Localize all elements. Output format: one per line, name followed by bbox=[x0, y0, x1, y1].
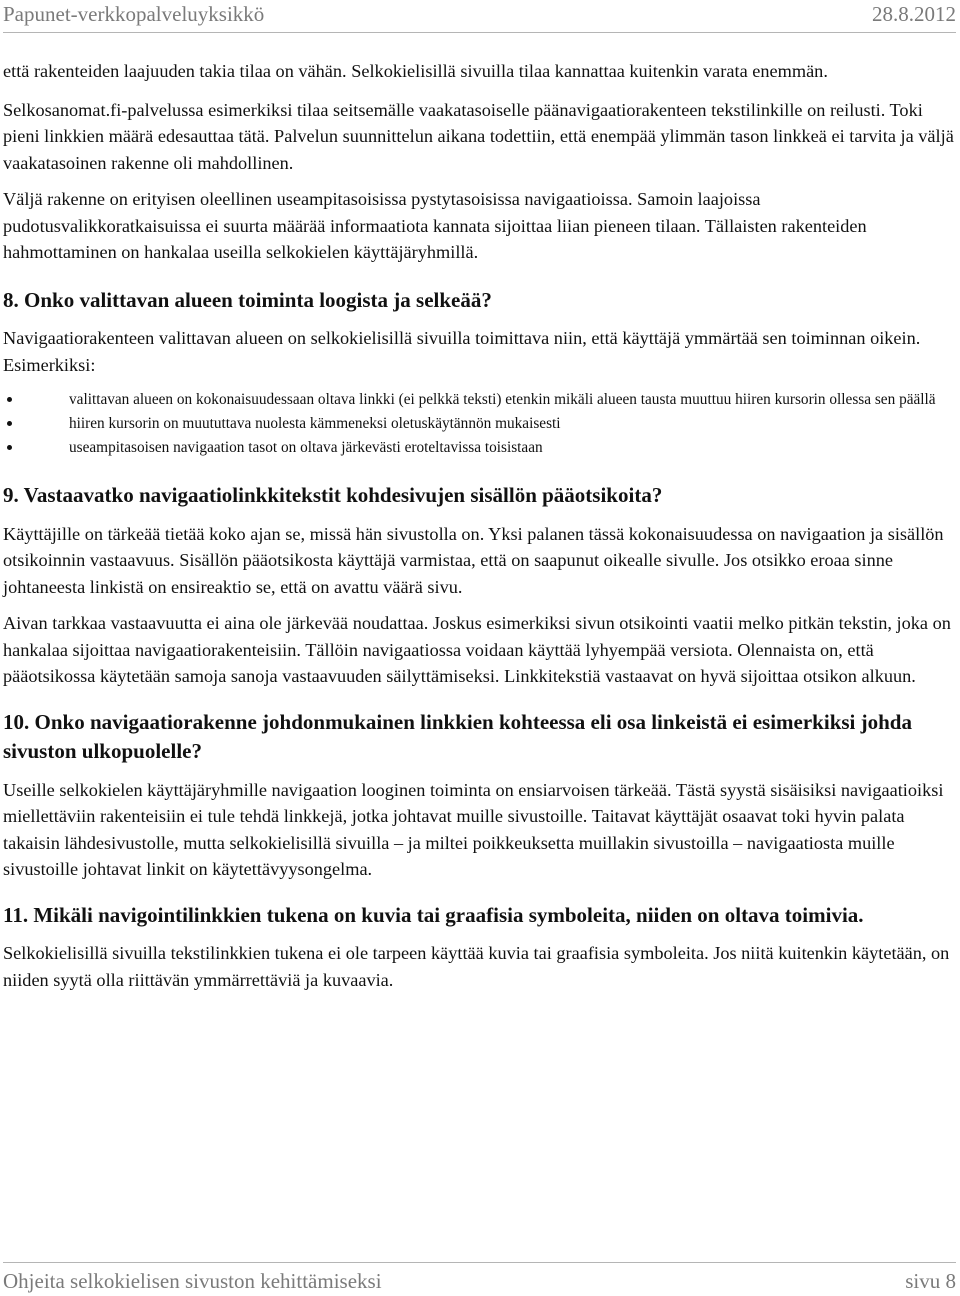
section-heading-9: 9. Vastaavatko navigaatiolinkkitekstit kohdesivujen sisällön pääotsikoita? bbox=[3, 483, 663, 507]
paragraph: Navigaatiorakenteen valittavan alueen on selkokielisillä sivuilla toimittava niin, että käyttäjä ymmärtää sen toiminnan oikein. Esimerkiksi: bbox=[3, 328, 921, 375]
paragraph: Selkokielisillä sivuilla tekstilinkkien tukena ei ole tarpeen käyttää kuvia tai graafisia symboleita. Jos niitä kuitenkin käytetään, on niiden syytä olla riittävän ymmärrettäviä ja kuvaavia. bbox=[3, 943, 950, 990]
bullet-list bbox=[3, 388, 956, 459]
paragraph: Käyttäjille on tärkeää tietää koko ajan se, missä hän sivustolla on. Yksi palanen tässä kokonaisuudessa on navigaation ja sisällön otsikoinnin vastaavuus. Sisällön pääotsikosta käyttäjä varmistaa, että on saapunut oikealle sivulle. Jos otsikko eroaa sinne johtaneesta linkistä on ensireaktio se, että on avattu väärä sivu. bbox=[3, 523, 944, 597]
page-number: sivu 8 bbox=[905, 1269, 956, 1293]
header-org-name: Papunet-verkkopalveluyksikkö bbox=[3, 2, 265, 26]
section-heading-8: 8. Onko valittavan alueen toiminta loogista ja selkeää? bbox=[3, 287, 492, 312]
header-date: 28.8.2012 bbox=[872, 2, 956, 26]
page-footer bbox=[3, 1262, 956, 1296]
section-heading-11: 11. Mikäli navigointilinkkien tukena on kuvia tai graafisia symboleita, niiden on oltava toimivia. bbox=[3, 902, 864, 927]
paragraph: Useille selkokielen käyttäjäryhmille navigaation looginen toiminta on ensiarvoisen tärkeää. Tästä syystä sisäisiksi navigaatioiksi miellettäviin rakenteisiin ei tule tehdä linkkejä, jotka johtavat muille sivustoille. Taitavat käyttäjät osaavat toki hyvin palata takaisin lähdesivustolle, mutta selkokielisillä sivuilla – ja miltei poikkeuksetta muillakin sivustoilla – navigaatiosta muille sivustoille johtavat linkit on käytettävyysongelma. bbox=[3, 779, 944, 879]
section-heading-10: 10. Onko navigaatiorakenne johdonmukainen linkkien kohteessa eli osa linkeistä ei esimerkiksi johda sivuston ulkopuolelle? bbox=[3, 709, 912, 763]
document-body bbox=[3, 58, 956, 1003]
list-item: valittavan alueen on kokonaisuudessaan oltava linkki (ei pelkkä teksti) etenkin mikäli alueen tausta muuttuu hiiren kursorin ollessa sen päällä bbox=[69, 388, 956, 411]
page-header bbox=[3, 0, 956, 33]
list-item: hiiren kursorin on muututtava nuolesta kämmeneksi oletuskäytännön mukaisesti bbox=[69, 412, 956, 435]
paragraph: Väljä rakenne on erityisen oleellinen useampitasoisissa pystytasoisissa navigaatioissa. Samoin laajoissa pudotusvalikkoratkaisuissa ei suurta määrää informaatiota kannata sijoittaa liian pieneen tilaan. Tällaisten rakenteiden hahmottaminen on hankalaa useilla selkokielen käyttäjäryhmillä. bbox=[3, 189, 867, 262]
paragraph: Selkosanomat.fi-palvelussa esimerkiksi tilaa seitsemälle vaakatasoiselle päänavigaatiorakenteen tekstilinkille on reilusti. Toki pieni linkkien määrä edesauttaa tätä. Palvelun suunnittelun aikana todettiin, että enempää ylimmän tason linkkeä ei tarvita ja väljä vaakatasoinen rakenne oli mahdollinen. bbox=[3, 99, 954, 173]
paragraph: Aivan tarkkaa vastaavuutta ei aina ole järkevää noudattaa. Joskus esimerkiksi sivun otsikointi vaatii melko pitkän tekstin, joka on hankalaa sijoittaa navigaatiorakenteisiin. Tällöin navigaatiossa voidaan käyttää lyhyempää versiota. Olennaista on, että pääotsikossa käytetään samoja sanoja vastaavuuden säilyttämiseksi. Linkkitekstiä vastaavat on hyvä sijoittaa otsikon alkuun. bbox=[3, 613, 951, 686]
paragraph: että rakenteiden laajuuden takia tilaa on vähän. Selkokielisillä sivuilla tilaa kannattaa kuitenkin varata enemmän. bbox=[3, 61, 828, 81]
footer-document-title: Ohjeita selkokielisen sivuston kehittämiseksi bbox=[3, 1269, 382, 1293]
list-item: useampitasoisen navigaation tasot on oltava järkevästi eroteltavissa toisistaan bbox=[69, 436, 956, 459]
